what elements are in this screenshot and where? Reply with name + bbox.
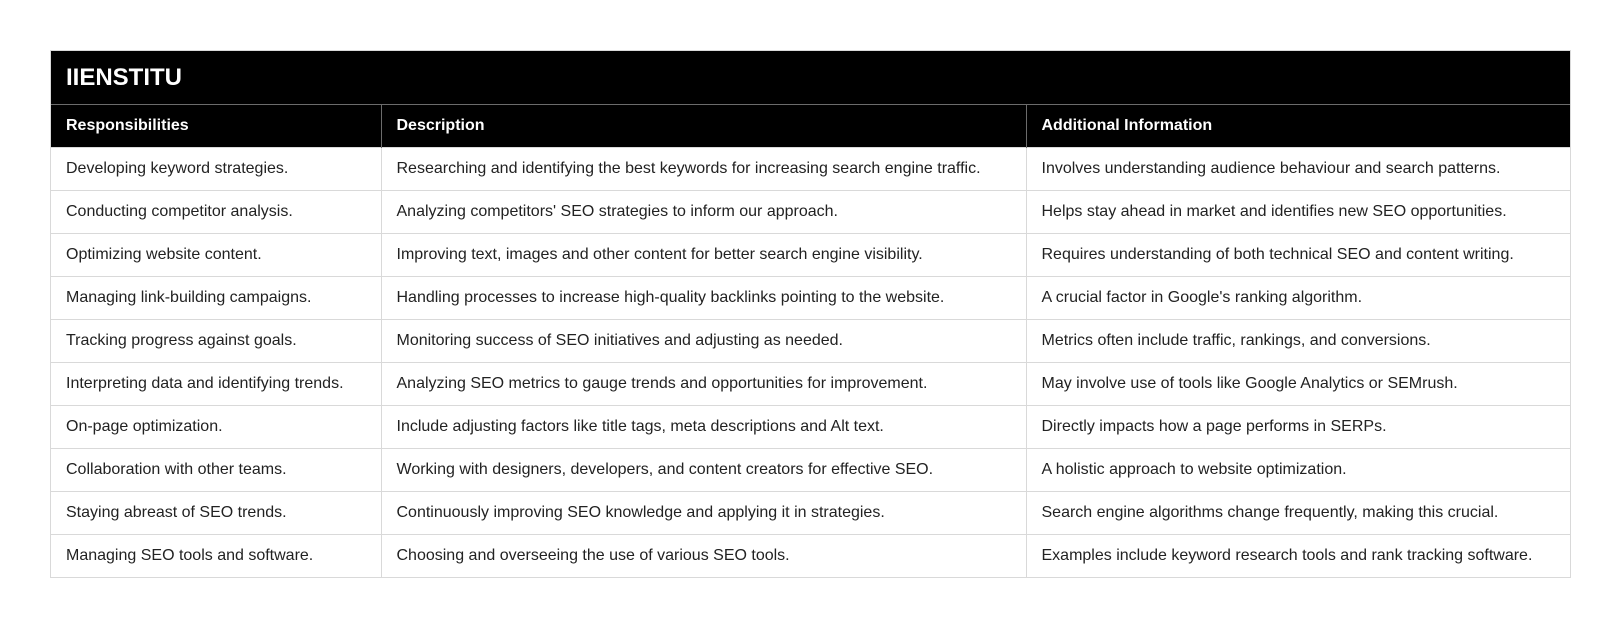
table-body (51, 147, 1570, 577)
cell-description: Researching and identifying the best keywords for increasing search engine traffic. (381, 147, 1026, 190)
cell-description: Choosing and overseeing the use of various SEO tools. (381, 534, 1026, 577)
table-row (51, 362, 1570, 405)
cell-responsibility: Managing link-building campaigns. (51, 276, 381, 319)
cell-responsibility: Tracking progress against goals. (51, 319, 381, 362)
cell-additional-information: Examples include keyword research tools and rank tracking software. (1026, 534, 1570, 577)
cell-responsibility: Collaboration with other teams. (51, 448, 381, 491)
table-row (51, 190, 1570, 233)
column-header-responsibilities: Responsibilities (51, 105, 381, 147)
table-row (51, 319, 1570, 362)
cell-description: Monitoring success of SEO initiatives and adjusting as needed. (381, 319, 1026, 362)
cell-description: Continuously improving SEO knowledge and applying it in strategies. (381, 491, 1026, 534)
cell-responsibility: Managing SEO tools and software. (51, 534, 381, 577)
responsibilities-table (51, 105, 1570, 577)
table-row (51, 276, 1570, 319)
cell-description: Analyzing competitors' SEO strategies to inform our approach. (381, 190, 1026, 233)
table-header (51, 105, 1570, 147)
cell-additional-information: Directly impacts how a page performs in SERPs. (1026, 405, 1570, 448)
table-row (51, 147, 1570, 190)
cell-description: Working with designers, developers, and content creators for effective SEO. (381, 448, 1026, 491)
cell-additional-information: A holistic approach to website optimization. (1026, 448, 1570, 491)
cell-responsibility: Conducting competitor analysis. (51, 190, 381, 233)
table-row (51, 491, 1570, 534)
cell-description: Improving text, images and other content for better search engine visibility. (381, 233, 1026, 276)
cell-responsibility: Interpreting data and identifying trends. (51, 362, 381, 405)
cell-additional-information: Search engine algorithms change frequently, making this crucial. (1026, 491, 1570, 534)
cell-responsibility: Staying abreast of SEO trends. (51, 491, 381, 534)
cell-additional-information: Involves understanding audience behaviour and search patterns. (1026, 147, 1570, 190)
header-row (51, 105, 1570, 147)
cell-additional-information: A crucial factor in Google's ranking algorithm. (1026, 276, 1570, 319)
table-title: IIENSTITU (51, 51, 1570, 105)
column-header-additional-information: Additional Information (1026, 105, 1570, 147)
cell-description: Handling processes to increase high-quality backlinks pointing to the website. (381, 276, 1026, 319)
table-row (51, 405, 1570, 448)
cell-responsibility: Optimizing website content. (51, 233, 381, 276)
table-row (51, 534, 1570, 577)
responsibilities-table-card (50, 50, 1571, 578)
cell-additional-information: May involve use of tools like Google Analytics or SEMrush. (1026, 362, 1570, 405)
cell-responsibility: On-page optimization. (51, 405, 381, 448)
cell-responsibility: Developing keyword strategies. (51, 147, 381, 190)
cell-additional-information: Metrics often include traffic, rankings, and conversions. (1026, 319, 1570, 362)
table-row (51, 233, 1570, 276)
cell-description: Analyzing SEO metrics to gauge trends and opportunities for improvement. (381, 362, 1026, 405)
table-row (51, 448, 1570, 491)
cell-description: Include adjusting factors like title tags, meta descriptions and Alt text. (381, 405, 1026, 448)
cell-additional-information: Requires understanding of both technical SEO and content writing. (1026, 233, 1570, 276)
cell-additional-information: Helps stay ahead in market and identifies new SEO opportunities. (1026, 190, 1570, 233)
column-header-description: Description (381, 105, 1026, 147)
